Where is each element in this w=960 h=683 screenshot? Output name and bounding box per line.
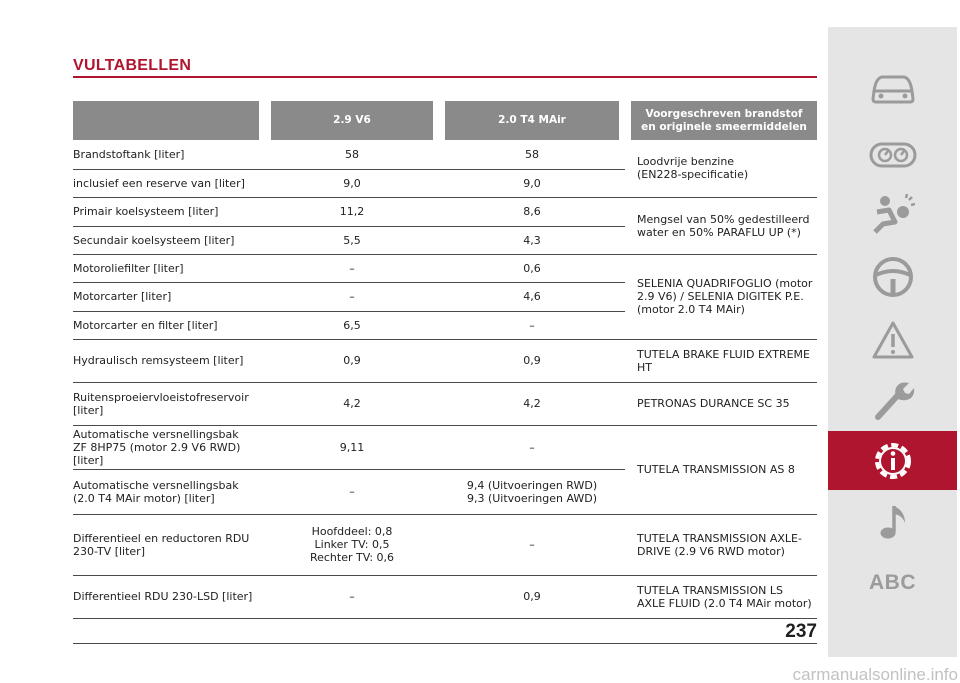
value-2-0-t4: – — [439, 514, 625, 575]
value-2-9-v6: – — [265, 469, 439, 514]
header-empty — [73, 101, 265, 140]
sidebar-item-dashboard[interactable] — [828, 137, 957, 173]
row-label: inclusief een reserve van [liter] — [73, 169, 265, 197]
value-2-0-t4: 4,2 — [439, 382, 625, 425]
lubricant-spec: Loodvrije benzine (EN228-specificatie) — [625, 140, 817, 197]
value-2-0-t4: 4,3 — [439, 226, 625, 254]
value-2-9-v6: Hoofddeel: 0,8 Linker TV: 0,5 Rechter TV: 0,6 — [265, 514, 439, 575]
value-2-9-v6: 58 — [265, 140, 439, 169]
lubricant-spec: TUTELA TRANSMISSION AS 8 — [625, 425, 817, 514]
watermark: carmanualsonline.info — [792, 665, 958, 683]
table-row — [73, 339, 817, 382]
row-label: Motoroliefilter [liter] — [73, 254, 265, 282]
sidebar-item-starting-driving[interactable] — [828, 252, 957, 302]
value-2-0-t4: 9,4 (Uitvoeringen RWD) 9,3 (Uitvoeringen AWD) — [439, 469, 625, 514]
value-2-9-v6: 11,2 — [265, 197, 439, 226]
value-2-9-v6: – — [265, 575, 439, 618]
row-label: Secundair koelsysteem [liter] — [73, 226, 265, 254]
value-2-9-v6: 0,9 — [265, 339, 439, 382]
value-2-0-t4: 4,6 — [439, 282, 625, 311]
page-rule — [73, 643, 817, 644]
row-label: Hydraulisch remsysteem [liter] — [73, 339, 265, 382]
table-header-row — [73, 101, 817, 140]
wrench-icon — [871, 378, 915, 422]
car-icon — [868, 72, 918, 106]
dashboard-gauges-icon — [869, 141, 917, 169]
sidebar-item-index[interactable] — [828, 565, 957, 601]
value-2-0-t4: – — [439, 425, 625, 469]
page-number: 237 — [785, 621, 817, 642]
lubricant-spec: SELENIA QUADRIFOGLIO (motor 2.9 V6) / SELENIA DIGITEK P.E. (motor 2.0 T4 MAir) — [625, 254, 817, 339]
lubricant-spec: TUTELA TRANSMISSION AXLE-DRIVE (2.9 V6 RWD motor) — [625, 514, 817, 575]
airbag-seat-icon — [871, 194, 915, 234]
row-label: Differentieel RDU 230-LSD [liter] — [73, 575, 265, 618]
value-2-0-t4: – — [439, 311, 625, 339]
table-row — [73, 425, 817, 469]
row-label: Automatische versnellingsbak ZF 8HP75 (motor 2.9 V6 RWD) [liter] — [73, 425, 265, 469]
value-2-9-v6: 6,5 — [265, 311, 439, 339]
value-2-9-v6: 5,5 — [265, 226, 439, 254]
sidebar-item-car[interactable] — [828, 69, 957, 109]
value-2-9-v6: – — [265, 254, 439, 282]
value-2-0-t4: 0,9 — [439, 339, 625, 382]
chapter-sidebar — [828, 27, 957, 657]
lubricant-spec: TUTELA BRAKE FLUID EXTREME HT — [625, 339, 817, 382]
lubricant-spec: TUTELA TRANSMISSION LS AXLE FLUID (2.0 T4 MAir motor) — [625, 575, 817, 618]
music-note-icon — [876, 502, 910, 542]
row-label: Automatische versnellingsbak (2.0 T4 MAir motor) [liter] — [73, 469, 265, 514]
table-row — [73, 197, 817, 226]
row-label: Differentieel en reductoren RDU 230-TV [liter] — [73, 514, 265, 575]
value-2-0-t4: 9,0 — [439, 169, 625, 197]
row-label: Brandstoftank [liter] — [73, 140, 265, 169]
value-2-9-v6: 9,0 — [265, 169, 439, 197]
steering-wheel-icon — [871, 255, 915, 299]
lubricant-spec: PETRONAS DURANCE SC 35 — [625, 382, 817, 425]
value-2-9-v6: – — [265, 282, 439, 311]
value-2-0-t4: 0,6 — [439, 254, 625, 282]
sidebar-item-multimedia[interactable] — [828, 499, 957, 545]
row-label: Motorcarter [liter] — [73, 282, 265, 311]
value-2-9-v6: 4,2 — [265, 382, 439, 425]
fluid-capacities-table — [73, 101, 817, 619]
warning-triangle-icon — [871, 320, 915, 360]
value-2-0-t4: 0,9 — [439, 575, 625, 618]
sidebar-item-maintenance[interactable] — [828, 375, 957, 425]
header-2-0-t4-mair: 2.0 T4 MAir — [439, 101, 625, 140]
lubricant-spec: Mengsel van 50% gedestilleerd water en 50% PARAFLU UP (*) — [625, 197, 817, 254]
title-rule — [73, 76, 817, 78]
technical-data-gear-icon — [871, 439, 915, 483]
value-2-9-v6: 9,11 — [265, 425, 439, 469]
sidebar-item-technical-data[interactable] — [828, 431, 957, 490]
abc-index-icon: ABC — [869, 571, 916, 594]
header-prescribed-lubricants: Voorgeschreven brandstof en originele smeermiddelen — [625, 101, 817, 140]
table-row — [73, 140, 817, 169]
sidebar-item-safety[interactable] — [828, 190, 957, 238]
sidebar-item-emergency[interactable] — [828, 317, 957, 363]
row-label: Primair koelsysteem [liter] — [73, 197, 265, 226]
table-row — [73, 575, 817, 618]
header-2-9-v6: 2.9 V6 — [265, 101, 439, 140]
row-label: Motorcarter en filter [liter] — [73, 311, 265, 339]
row-label: Ruitensproeiervloeistofreservoir [liter] — [73, 382, 265, 425]
value-2-0-t4: 8,6 — [439, 197, 625, 226]
table-row — [73, 514, 817, 575]
table-row — [73, 382, 817, 425]
table-row — [73, 254, 817, 282]
value-2-0-t4: 58 — [439, 140, 625, 169]
page-title: VULTABELLEN — [73, 57, 192, 74]
